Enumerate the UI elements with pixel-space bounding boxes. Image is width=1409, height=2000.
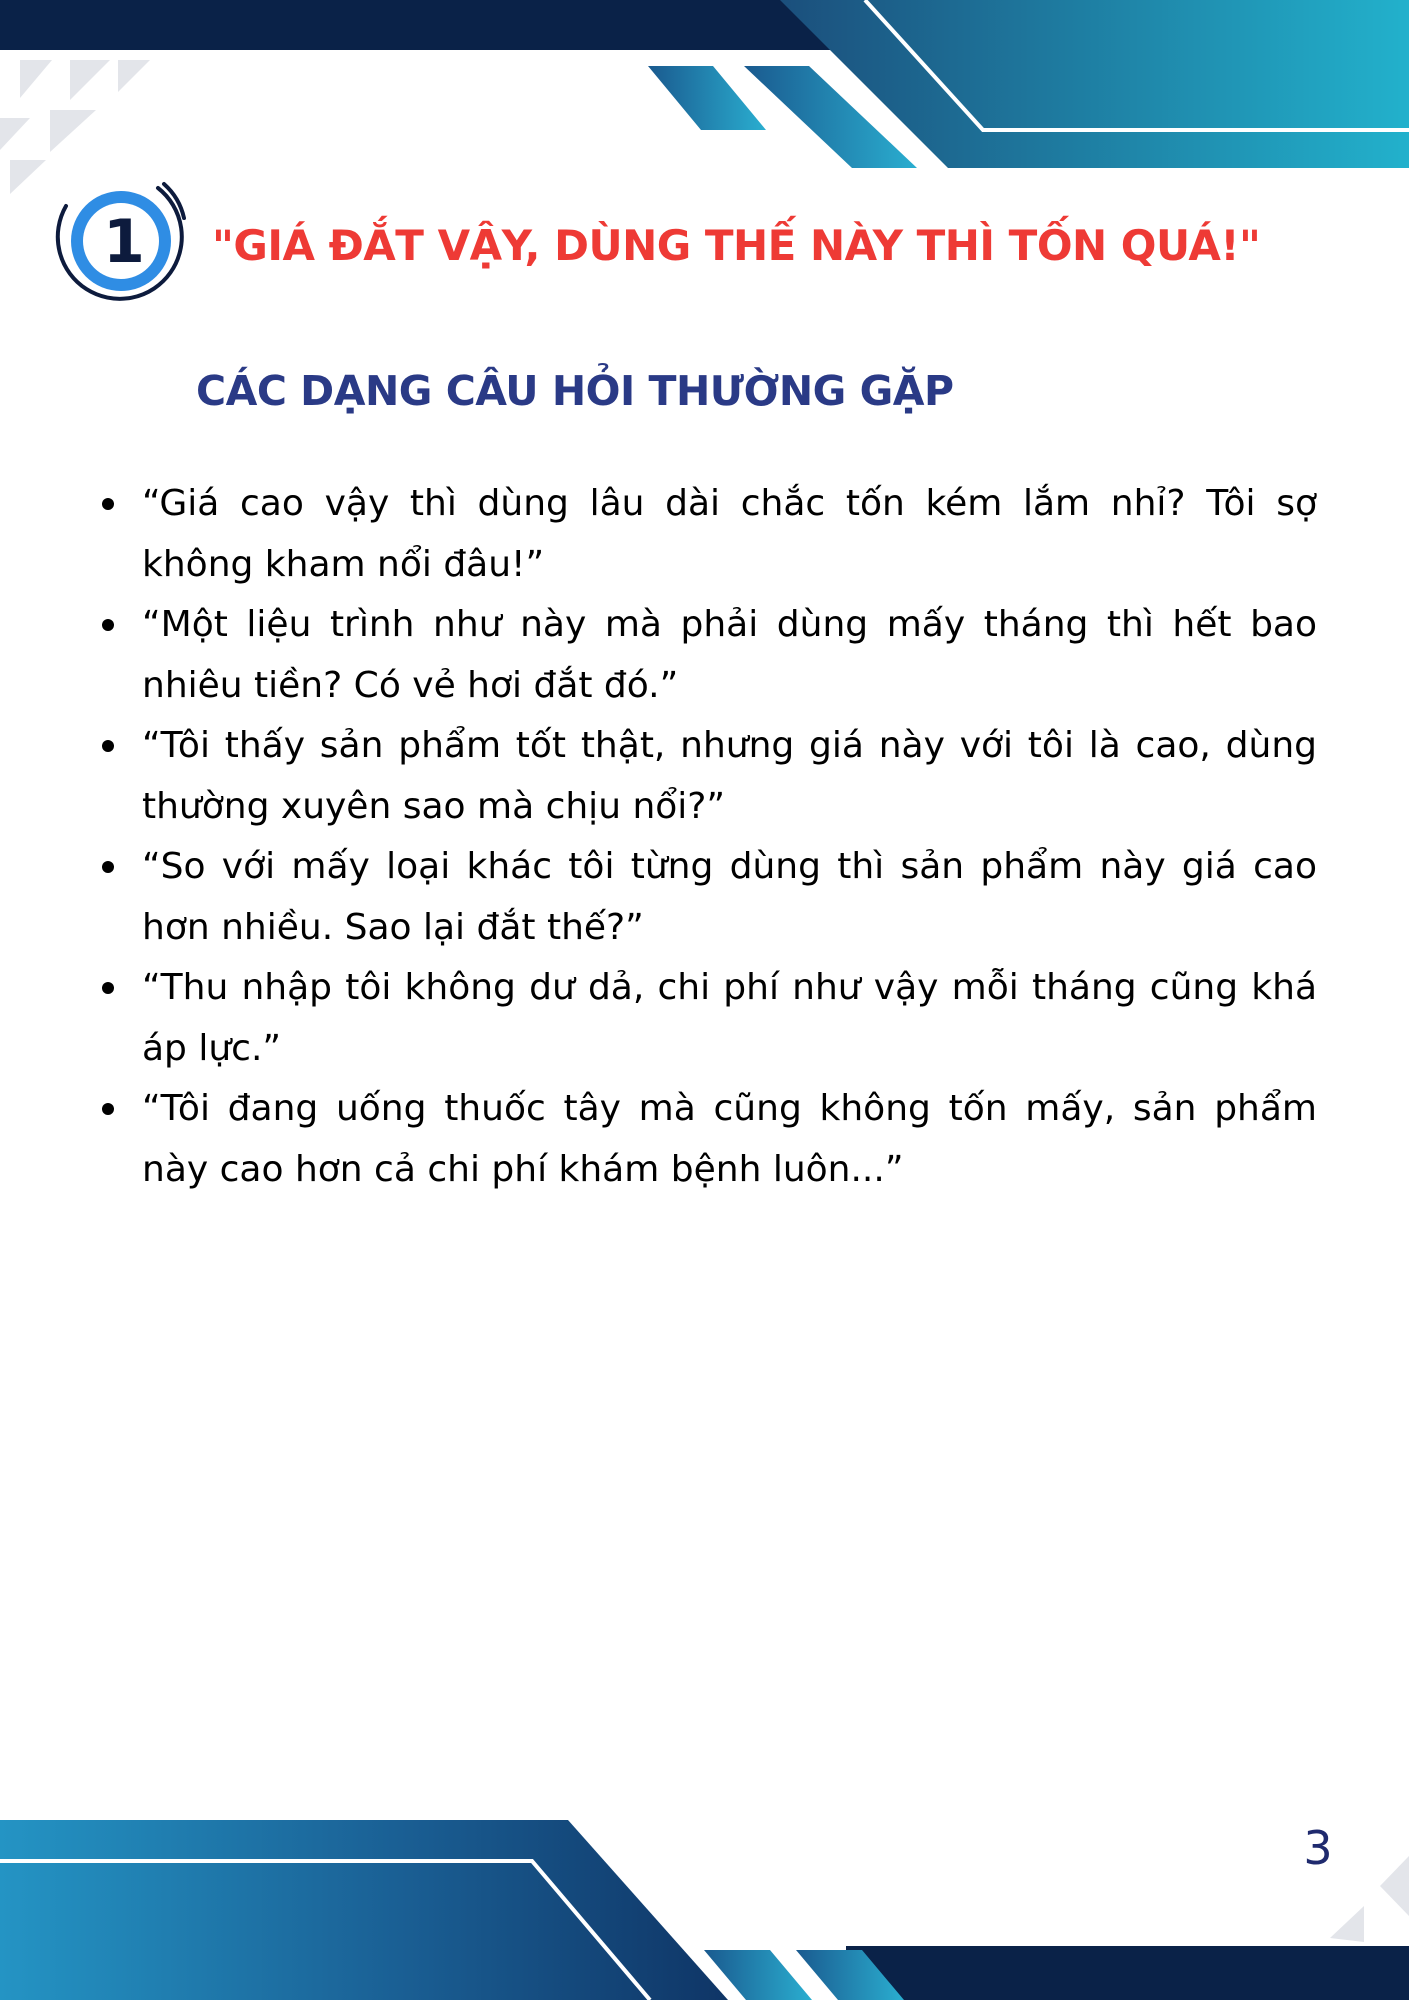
- list-item: [92, 837, 1317, 958]
- question-list: [92, 474, 1317, 1200]
- question-text: “Tôi đang uống thuốc tây mà cũng không tốn mấy, sản phẩm này cao hơn cả chi phí khám bệnh luôn...”: [142, 1088, 1317, 1190]
- list-item: [92, 474, 1317, 595]
- bullet-icon: [102, 740, 114, 752]
- top-stripe: [648, 66, 766, 130]
- bullet-icon: [102, 982, 114, 994]
- bullet-icon: [102, 498, 114, 510]
- bottom-triangle: [1330, 1906, 1364, 1942]
- bullet-icon: [102, 1103, 114, 1115]
- list-item: [92, 595, 1317, 716]
- bottom-blue-band: [0, 1820, 728, 2000]
- bottom-navy-band: [846, 1946, 1409, 2000]
- badge-number: 1: [103, 207, 145, 277]
- page-title: "GIÁ ĐẮT VẬY, DÙNG THẾ NÀY THÌ TỐN QUÁ!": [212, 221, 1261, 270]
- bullet-icon: [102, 619, 114, 631]
- question-text: “So với mấy loại khác tôi từng dùng thì sản phẩm này giá cao hơn nhiều. Sao lại đắt thế?”: [142, 846, 1317, 948]
- list-item: [92, 716, 1317, 837]
- bottom-footer-decoration: [0, 1820, 1409, 2000]
- bottom-triangle: [1380, 1856, 1409, 1916]
- question-text: “Tôi thấy sản phẩm tốt thật, nhưng giá này với tôi là cao, dùng thường xuyên sao mà chịu nổi?”: [142, 725, 1317, 827]
- question-text: “Một liệu trình như này mà phải dùng mấy tháng thì hết bao nhiêu tiền? Có vẻ hơi đắt đó.”: [142, 604, 1317, 706]
- question-text: “Giá cao vậy thì dùng lâu dài chắc tốn kém lắm nhỉ? Tôi sợ không kham nổi đâu!”: [142, 483, 1317, 585]
- list-item: [92, 958, 1317, 1079]
- list-item: [92, 1079, 1317, 1200]
- question-text: “Thu nhập tôi không dư dả, chi phí như vậy mỗi tháng cũng khá áp lực.”: [142, 967, 1317, 1069]
- top-header-decoration: [0, 0, 1409, 168]
- bullet-icon: [102, 861, 114, 873]
- page-number: 3: [1303, 1821, 1333, 1875]
- section-subtitle: CÁC DẠNG CÂU HỎI THƯỜNG GẶP: [196, 367, 954, 415]
